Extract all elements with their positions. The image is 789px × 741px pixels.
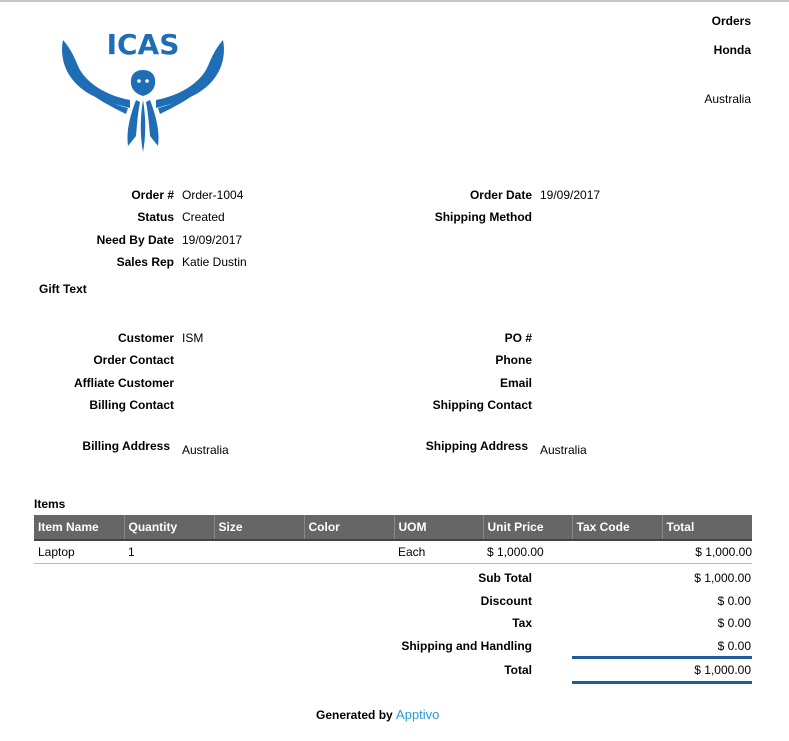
shipping-address-value: Australia: [540, 443, 587, 457]
affiliate-customer-label: Affliate Customer: [73, 376, 174, 390]
shipping-contact-label: Shipping Contact: [432, 398, 532, 412]
sales-rep-label: Sales Rep: [116, 255, 174, 269]
tax-value: $ 0.00: [717, 616, 751, 630]
company-country: Australia: [704, 92, 751, 106]
total-label: Total: [504, 663, 532, 677]
shipping-handling-value: $ 0.00: [717, 639, 751, 653]
footer: [316, 707, 439, 722]
items-section-title: Items: [34, 497, 66, 511]
sales-rep-value: Katie Dustin: [182, 255, 247, 269]
cell-uom: Each: [398, 545, 426, 559]
billing-contact-label: Billing Contact: [89, 398, 174, 412]
total-value: $ 1,000.00: [694, 663, 751, 677]
top-border: [0, 0, 789, 2]
order-number: Order-1004: [182, 188, 244, 202]
doc-type: Orders: [711, 14, 751, 28]
status-label: Status: [137, 210, 174, 224]
status-value: Created: [182, 210, 225, 224]
logo-text: ICAS: [106, 28, 180, 61]
billing-address-value: Australia: [182, 443, 229, 457]
shipping-handling-label: Shipping and Handling: [401, 639, 532, 653]
col-unit-price: Unit Price: [483, 515, 572, 540]
order-number-label: Order #: [131, 188, 174, 202]
subtotal-value: $ 1,000.00: [694, 571, 751, 585]
order-date-label: Order Date: [469, 188, 532, 202]
col-total: Total: [662, 515, 752, 540]
generated-by-label: Generated by: [316, 708, 393, 722]
cell-quantity: 1: [128, 545, 135, 559]
phone-label: Phone: [495, 353, 532, 367]
cell-unit-price: $ 1,000.00: [487, 545, 544, 559]
customer-value: ISM: [182, 331, 204, 345]
items-header-row: [34, 515, 752, 540]
email-label: Email: [499, 376, 532, 390]
cell-total: $ 1,000.00: [695, 545, 752, 559]
cell-item-name: Laptop: [38, 545, 75, 559]
po-label: PO #: [504, 331, 532, 345]
col-size: Size: [214, 515, 304, 540]
cell-size: [214, 540, 304, 564]
subtotal-label: Sub Total: [478, 571, 532, 585]
icas-logo: [58, 26, 228, 152]
order-contact-label: Order Contact: [93, 353, 174, 367]
discount-value: $ 0.00: [717, 594, 751, 608]
shipping-address-label: Shipping Address: [425, 439, 528, 453]
col-item-name: Item Name: [34, 515, 124, 540]
need-by-label: Need By Date: [96, 233, 174, 247]
col-quantity: Quantity: [124, 515, 214, 540]
billing-address-label: Billing Address: [82, 439, 170, 453]
discount-label: Discount: [480, 594, 532, 608]
order-date-value: 19/09/2017: [540, 188, 601, 202]
items-table: [34, 515, 752, 564]
table-row: [34, 540, 752, 564]
cell-color: [304, 540, 394, 564]
apptivo-brand[interactable]: Apptivo: [396, 707, 440, 722]
total-rule-bottom: [572, 681, 752, 684]
shipping-method-label: Shipping Method: [434, 210, 532, 224]
cell-tax-code: [572, 540, 662, 564]
gift-text-label: Gift Text: [39, 282, 87, 296]
total-rule-top: [572, 656, 752, 659]
col-uom: UOM: [394, 515, 483, 540]
tax-label: Tax: [512, 616, 532, 630]
col-color: Color: [304, 515, 394, 540]
col-tax-code: Tax Code: [572, 515, 662, 540]
need-by-value: 19/09/2017: [182, 233, 243, 247]
customer-label: Customer: [117, 331, 174, 345]
company-name: Honda: [713, 43, 751, 57]
